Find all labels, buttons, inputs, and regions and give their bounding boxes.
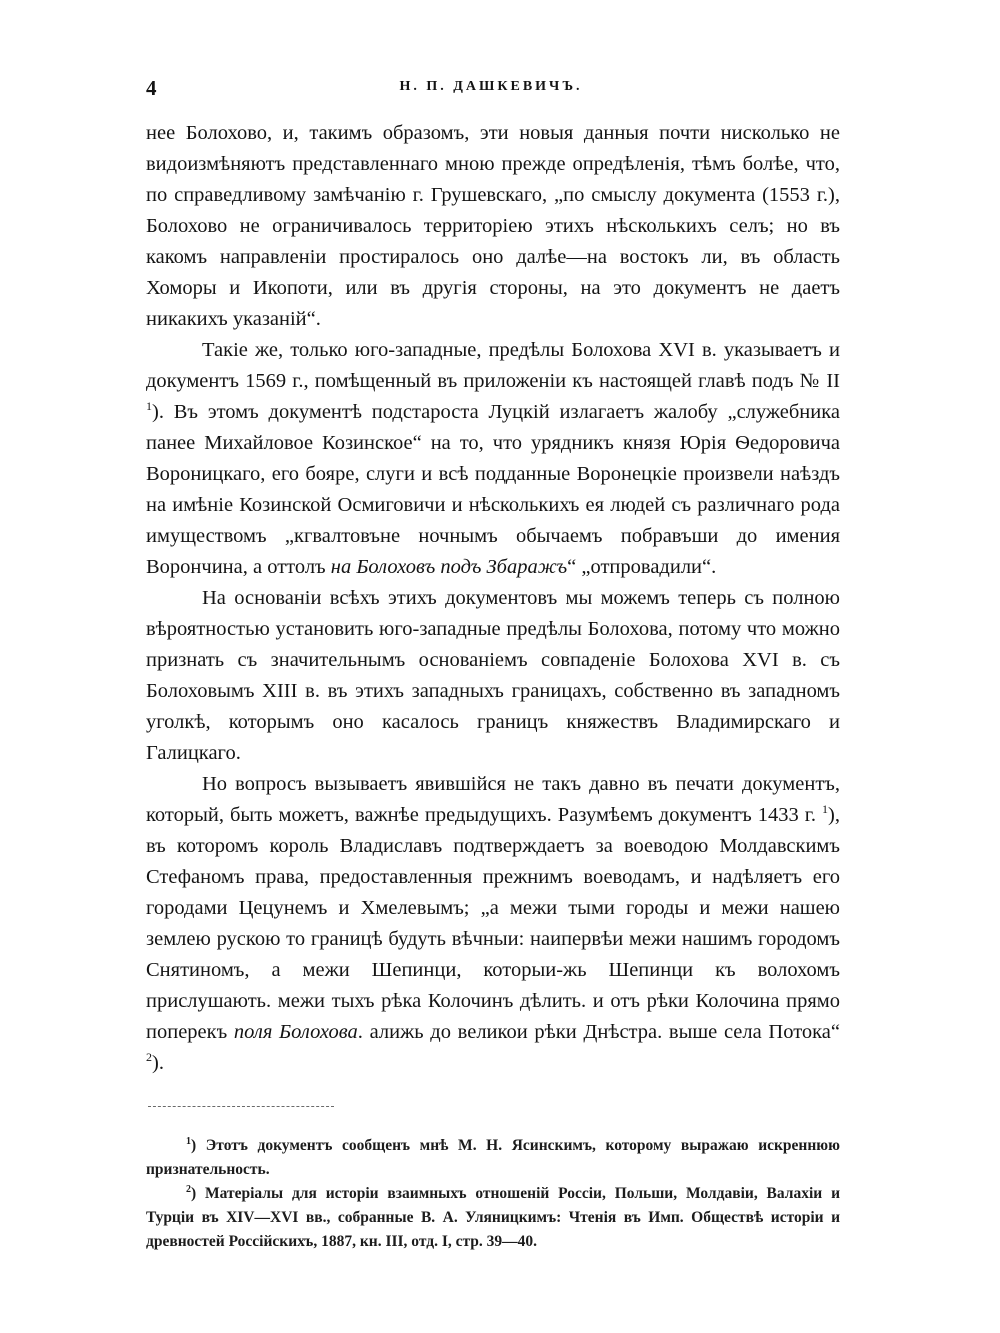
paragraph bbox=[146, 335, 840, 583]
text-run: Но вопросъ вызываетъ явившійся не такъ давно въ печати документъ, который, быть можетъ, важнѣе предыдущихъ. Разумѣемъ документъ 1433 г. bbox=[146, 773, 840, 826]
text-run: ) Матеріалы для исторіи взаимныхъ отношеній Россіи, Польши, Молдавіи, Валахіи и Турціи въ XIV—XVI вв., собранные В. А. Уляницкимъ: Чтенія въ Имп. Обществѣ исторіи и древностей Россійскихъ, 1887, кн. III, отд. I, стр. 39—40. bbox=[146, 1185, 840, 1250]
text-run: ) Этотъ документъ сообщенъ мнѣ М. Н. Ясинскимъ, которому выражаю искреннюю признательность. bbox=[146, 1137, 840, 1178]
italic-text: поля Болохова bbox=[233, 1021, 358, 1043]
page-header bbox=[142, 76, 840, 102]
main-text bbox=[146, 118, 840, 1079]
text-run: Такіе же, только юго-западные, предѣлы Болохова XVI в. указываетъ и документъ 1569 г., помѣщенный въ приложеніи къ настоящей главѣ подъ № II bbox=[146, 339, 840, 392]
text-run: . алижь до великои рѣки Днѣстра. выше села Потока“ bbox=[357, 1021, 841, 1043]
paragraph bbox=[146, 769, 840, 1079]
text-run: нее Болохово, и, такимъ образомъ, эти новыя данныя почти нисколько не видоизмѣняютъ представленнаго мною прежде опредѣленія, тѣмъ болѣе, что, по справедливому замѣчанію г. Грушевскаго, „по смыслу документа (1553 г.), Болохово не ограничивалось территоріею этихъ нѣсколькихъ селъ; но въ какомъ направленіи простиралось оно далѣе—на востокъ ли, въ область Хоморы и Икопоти, или въ другія стороны, на это документъ не даетъ никакихъ указаній“. bbox=[146, 122, 840, 330]
text-run: ). Въ этомъ документѣ подстароста Луцкій излагаетъ жалобу „служебника панее Михайловое Козинское“ на то, что урядникъ князя Юрія Ѳедоровича Вороницкаго, его бояре, слуги и всѣ подданные Воронецкіе произвели наѣздъ на имѣніе Козинской Осмиговичи и нѣсколькихъ ея людей съ различнаго рода имуществомъ „кгвалтовъне ночнымъ обычаемъ побравъши до имения Ворончина, а оттолъ bbox=[146, 401, 840, 578]
footnote-marker: 2 bbox=[146, 1050, 152, 1064]
footnote-marker: 1 bbox=[186, 1136, 191, 1147]
text-run: ). bbox=[152, 1052, 164, 1074]
footnote-marker: 1 bbox=[146, 399, 152, 413]
page-number: 4 bbox=[146, 76, 157, 100]
italic-text: на Болоховъ подъ Збаражъ bbox=[330, 556, 568, 578]
footnote-marker: 1 bbox=[822, 802, 829, 816]
footnote-divider bbox=[148, 1106, 334, 1107]
footnote bbox=[146, 1134, 840, 1182]
footnote-marker: 2 bbox=[186, 1184, 191, 1195]
footnote bbox=[146, 1182, 840, 1254]
text-run: На основаніи всѣхъ этихъ документовъ мы можемъ теперь съ полною вѣроятностью установить юго-западные предѣлы Болохова, потому что можно признать съ значительнымъ основаніемъ совпаденіе Болохова XVI в. съ Болоховымъ XIII в. въ этихъ западныхъ границахъ, собственно въ западномъ уголкѣ, которымъ оно касалось границъ княжествъ Владимирскаго и Галицкаго. bbox=[146, 587, 840, 764]
footnotes bbox=[146, 1134, 840, 1254]
running-title: Н. П. ДАШКЕВИЧЪ. bbox=[399, 79, 583, 94]
paragraph bbox=[146, 118, 840, 335]
text-run: ), въ которомъ король Владиславъ подтверждаетъ за воеводою Молдавскимъ Стефаномъ права, предоставленныя прежнимъ воеводамъ, и надѣляетъ его городами Цецунемъ и Хмелевымъ; „а межи тыми городы и межи нашею землею рускою то границѣ будуть вѣчныи: наипервѣи межи нашимъ городомъ Снятиномъ, а межи Шепинци, которыи-жь Шепинци къ волохомъ прислушають. межи тыхъ рѣка Колочинъ дѣлить. и отъ рѣки Колочина прямо поперекъ bbox=[146, 804, 840, 1043]
text-run: “ „отпровадили“. bbox=[567, 556, 717, 578]
paragraph bbox=[146, 583, 840, 769]
